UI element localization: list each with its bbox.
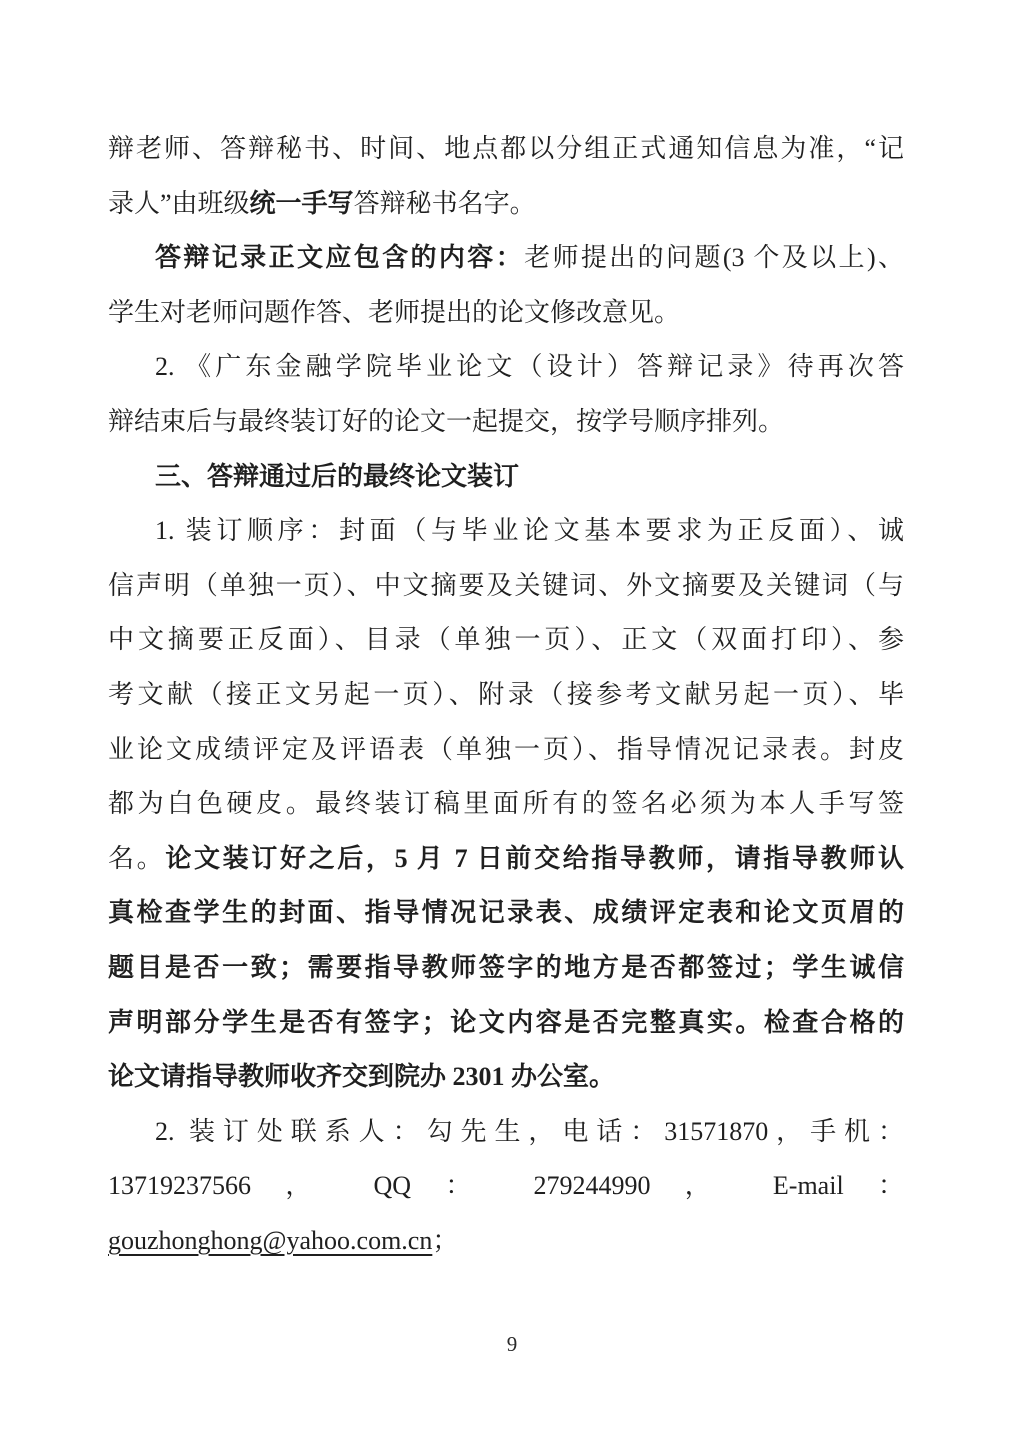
text-segment: 录人”由班级 [108, 188, 250, 218]
text-line [108, 177, 904, 232]
text-segment: 辩结束后与最终装订好的论文一起提交，按学号顺序排列。 [108, 406, 785, 436]
text-line [108, 122, 904, 177]
text-segment: 考文献（接正文另起一页）、附录（接参考文献另起一页）、毕 [108, 679, 904, 709]
page-number: 9 [506, 1332, 518, 1356]
text-segment: 信声明（单独一页）、中文摘要及关键词、外文摘要及关键词（与 [108, 570, 904, 600]
text-line [108, 996, 904, 1051]
text-line [108, 504, 904, 559]
text-segment: 辩老师、答辩秘书、时间、地点都以分组正式通知信息为准，“记 [108, 134, 904, 163]
text-segment: 1. 装订顺序：封面（与毕业论文基本要求为正反面）、诚 [155, 516, 904, 546]
text-body [108, 122, 904, 1268]
text-segment: 论文请指导教师收齐交到院办 2301 办公室。 [108, 1062, 616, 1092]
text-segment: 名。 [108, 843, 166, 873]
text-line [108, 1159, 904, 1214]
text-line [108, 1050, 904, 1105]
text-segment: 2. 《广东金融学院毕业论文（设计）答辩记录》待再次答 [155, 352, 904, 382]
text-segment: 13719237566 ， QQ ： 279244990 ， E-mail ： [108, 1171, 904, 1201]
text-line [108, 450, 904, 505]
text-segment: 统一手写 [249, 188, 354, 218]
text-line [108, 832, 904, 887]
text-line [108, 1105, 904, 1160]
text-line [108, 777, 904, 832]
text-line [108, 559, 904, 614]
text-segment: 学生对老师问题作答、老师提出的论文修改意见。 [108, 297, 681, 327]
text-line [108, 340, 904, 395]
text-segment: 答辩记录正文应包含的内容： [155, 243, 525, 273]
text-line [108, 613, 904, 668]
text-line [108, 941, 904, 996]
text-segment: 中文摘要正反面）、目录（单独一页）、正文（双面打印）、参 [108, 625, 904, 655]
text-line [108, 668, 904, 723]
text-segment: 真检查学生的封面、指导情况记录表、成绩评定表和论文页眉的 [108, 898, 904, 928]
text-segment: 答辩秘书名字。 [353, 188, 536, 218]
text-segment: 论文装订好之后，5 月 7 日前交给指导教师，请指导教师认 [165, 843, 904, 873]
text-segment: 老师提出的问题(3 个及以上)、 [524, 243, 904, 273]
text-line [108, 886, 904, 941]
text-segment: ； [432, 1225, 459, 1255]
text-line [108, 1214, 904, 1269]
text-line [108, 395, 904, 450]
text-line [108, 286, 904, 341]
email-text: gouzhonghong@yahoo.com.cn [108, 1225, 433, 1255]
text-segment: 题目是否一致；需要指导教师签字的地方是否都签过；学生诚信 [108, 952, 904, 982]
text-segment: 2. 装订处联系人：勾先生，电话：31571870，手机： [155, 1116, 904, 1146]
text-line [108, 231, 904, 286]
text-segment: 业论文成绩评定及评语表（单独一页）、指导情况记录表。封皮 [108, 734, 904, 764]
text-segment: 声明部分学生是否有签字；论文内容是否完整真实。检查合格的 [108, 1007, 904, 1037]
text-segment: 三、答辩通过后的最终论文装订 [155, 461, 520, 491]
text-line [108, 723, 904, 778]
text-segment: 都为白色硬皮。最终装订稿里面所有的签名必须为本人手写签 [108, 789, 904, 819]
